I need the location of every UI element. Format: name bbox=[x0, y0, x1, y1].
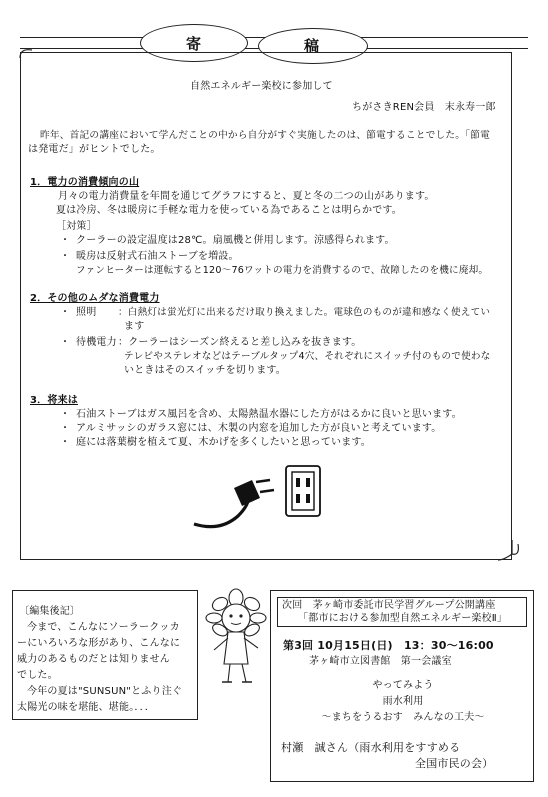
event-date: 第3回 10月15日(日) 13：30～16:00 bbox=[283, 639, 494, 652]
editor-note-line: 今年の夏は"SUNSUN"とふり注ぐ bbox=[27, 686, 183, 697]
bullet-mark: ・ bbox=[60, 307, 71, 318]
item-text: ます bbox=[124, 321, 145, 332]
event-catch bbox=[271, 679, 535, 725]
item-text: いときはそのスイッチを切ります。 bbox=[124, 365, 286, 376]
bullet-text: 庭には落葉樹を植えて夏、木かげを多くしたいと思っています。 bbox=[76, 437, 371, 448]
event-venue: 茅ヶ崎市立図書館 第一会議室 bbox=[309, 656, 452, 667]
event-series-title: 「都市における参加型自然エネルギー楽校Ⅱ」 bbox=[298, 613, 508, 624]
event-series-line: 次回 茅ヶ崎市委託市民学習グループ公開講座 bbox=[282, 600, 496, 611]
bullet-mark: ・ bbox=[60, 337, 71, 348]
intro-line: 昨年、首記の講座において学んだことの中から自分がすぐ実施したのは、節電することでした。「節電 bbox=[40, 130, 490, 141]
bullet-text: クーラーの設定温度は28℃。扇風機と併用します。涼感得られます。 bbox=[76, 235, 395, 246]
flower-character-illustration bbox=[200, 588, 272, 690]
bullet-mark: ・ bbox=[60, 409, 71, 420]
body-line: 月々の電力消費量を年間を通じてグラフにすると、夏と冬の二つの山があります。 bbox=[58, 191, 435, 202]
bullet-mark: ・ bbox=[60, 235, 71, 246]
section-heading: 1．電力の消費傾向の山 bbox=[30, 177, 140, 188]
editor-note-box bbox=[12, 590, 198, 720]
item-text: ：クーラーはシーズン終えると差し込みを抜きます。 bbox=[118, 337, 362, 348]
event-catch-line: 雨水利用 bbox=[382, 696, 424, 707]
event-series-box bbox=[277, 597, 527, 627]
page-curl-top-left bbox=[18, 46, 34, 60]
intro-line: は発電だ」がヒントでした。 bbox=[28, 144, 161, 155]
section-heading: 2．その他のムダな消費電力 bbox=[30, 293, 160, 304]
header-title-char-1: 寄 bbox=[186, 35, 203, 53]
event-speaker-org: 全国市民の会） bbox=[415, 757, 494, 770]
editor-note-line: 今まで、こんなにソーラークッカ bbox=[27, 622, 180, 633]
countermeasure-label: ［対策］ bbox=[56, 221, 97, 232]
bullet-text: ファンヒーターは運転すると120～76ワットの電力を消費するので、故障したのを機に廃却。 bbox=[76, 265, 489, 276]
item-label: 待機電力 bbox=[76, 337, 117, 348]
bullet-text: 暖房は反射式石油ストーブを増設。 bbox=[76, 251, 239, 262]
bullet-mark: ・ bbox=[60, 251, 71, 262]
item-text: テレビやステレオなどはテーブルタップ4穴、それぞれにスイッチ付のもので使わな bbox=[124, 351, 491, 362]
bullet-mark: ・ bbox=[60, 437, 71, 448]
body-line: 夏は冷房、冬は暖房に手軽な電力を使っている為であることは明らかです。 bbox=[56, 205, 402, 216]
event-speaker: 村瀬 誠さん（雨水利用をすすめる bbox=[281, 741, 461, 754]
editor-note-line: でした。 bbox=[17, 670, 58, 681]
event-catch-line: やってみよう bbox=[372, 680, 434, 691]
bullet-text: 石油ストーブはガス風呂を含め、太陽熱温水器にした方がはるかに良いと思います。 bbox=[76, 409, 462, 420]
article-title: 自然エネルギー楽校に参加して bbox=[190, 81, 333, 92]
editor-note-heading: 〔編集後記〕 bbox=[19, 606, 81, 617]
plug-outlet-illustration bbox=[190, 460, 340, 540]
event-catch-line: ～まちをうるおす みんなの工夫～ bbox=[321, 712, 485, 723]
plug-icon bbox=[234, 480, 260, 506]
event-info-box bbox=[270, 590, 534, 782]
bullet-text: アルミサッシのガラス窓には、木製の内窓を追加した方が良いと考えています。 bbox=[76, 423, 442, 434]
editor-note-line: 威力のあるものだとは知りません bbox=[17, 654, 170, 665]
section-heading: 3．将来は bbox=[30, 395, 78, 406]
item-label: 照明 bbox=[76, 307, 97, 318]
bullet-mark: ・ bbox=[60, 423, 71, 434]
item-text: ：白熱灯は蛍光灯に出来るだけ取り換えました。電球色のものが違和感なく使えてい bbox=[118, 307, 491, 318]
editor-note-line: 太陽光の味を堪能、堪能。．．． bbox=[17, 702, 155, 713]
page-curl-bottom-right bbox=[496, 540, 522, 564]
article-author: ちがさきREN会員 末永寿一郎 bbox=[352, 102, 496, 113]
header-title-char-2: 稿 bbox=[304, 37, 321, 55]
editor-note-line: ーにいろいろな形があり、こんなに bbox=[17, 638, 181, 649]
